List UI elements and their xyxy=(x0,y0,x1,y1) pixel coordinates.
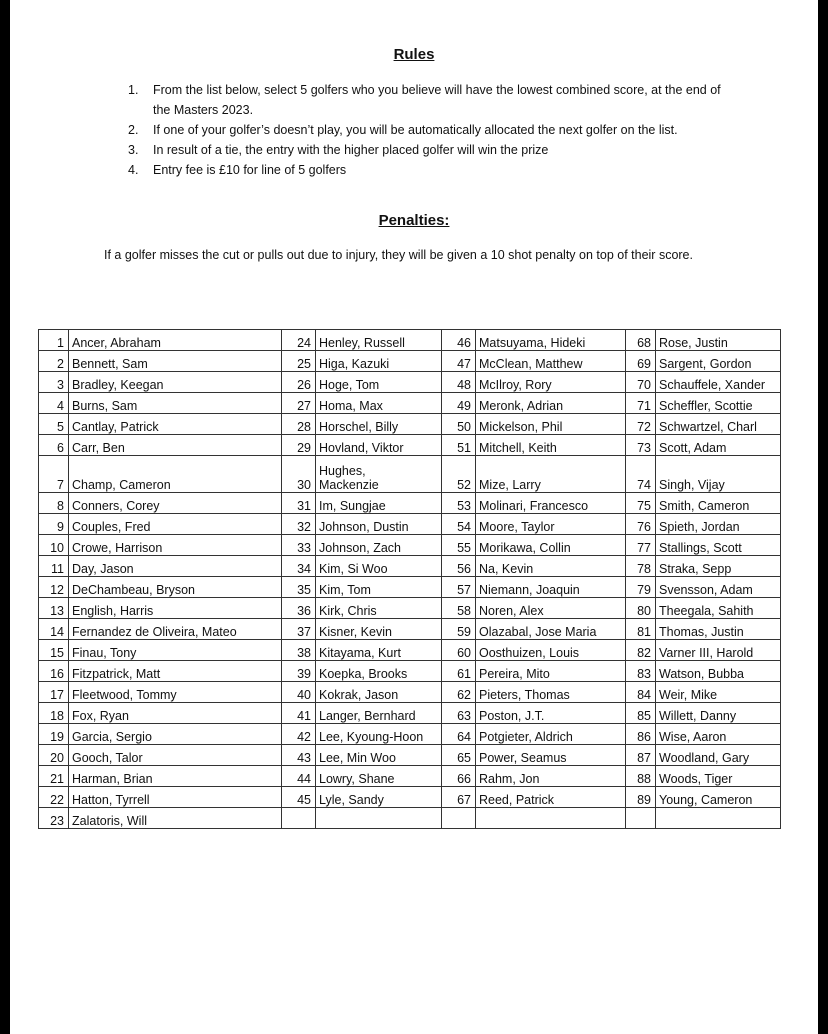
golfer-name: Woods, Tiger xyxy=(656,766,781,787)
golfer-name: Crowe, Harrison xyxy=(69,535,282,556)
golfer-name: Conners, Corey xyxy=(69,493,282,514)
golfer-number: 75 xyxy=(626,493,656,514)
golfer-name: Mickelson, Phil xyxy=(476,414,626,435)
golfer-name: Potgieter, Aldrich xyxy=(476,724,626,745)
golfer-name: Meronk, Adrian xyxy=(476,393,626,414)
golfer-number: 30 xyxy=(282,456,316,493)
golfer-name: Sargent, Gordon xyxy=(656,351,781,372)
golfer-name: Im, Sungjae xyxy=(316,493,442,514)
golfer-name: Hatton, Tyrrell xyxy=(69,787,282,808)
table-row xyxy=(39,808,781,829)
golfer-table xyxy=(38,329,781,829)
golfer-number: 82 xyxy=(626,640,656,661)
golfer-number xyxy=(282,808,316,829)
golfer-name: Straka, Sepp xyxy=(656,556,781,577)
golfer-number: 44 xyxy=(282,766,316,787)
table-row xyxy=(39,393,781,414)
golfer-number: 24 xyxy=(282,330,316,351)
golfer-name: Watson, Bubba xyxy=(656,661,781,682)
golfer-number: 36 xyxy=(282,598,316,619)
golfer-name xyxy=(476,808,626,829)
golfer-name: Moore, Taylor xyxy=(476,514,626,535)
golfer-name: Singh, Vijay xyxy=(656,456,781,493)
golfer-name: Burns, Sam xyxy=(69,393,282,414)
penalties-text: If a golfer misses the cut or pulls out due to injury, they will be given a 10 shot penalty on top of their score. xyxy=(104,248,693,262)
golfer-name: Homa, Max xyxy=(316,393,442,414)
golfer-number: 23 xyxy=(39,808,69,829)
golfer-number: 5 xyxy=(39,414,69,435)
rule-number: 1. xyxy=(128,83,139,97)
golfer-number: 29 xyxy=(282,435,316,456)
golfer-number: 18 xyxy=(39,703,69,724)
rules-heading: Rules xyxy=(393,46,435,63)
golfer-number: 17 xyxy=(39,682,69,703)
rule-number: 2. xyxy=(128,123,139,137)
golfer-number: 54 xyxy=(442,514,476,535)
golfer-number: 45 xyxy=(282,787,316,808)
table-row xyxy=(39,330,781,351)
golfer-number: 34 xyxy=(282,556,316,577)
table-row xyxy=(39,435,781,456)
document-page xyxy=(10,0,818,1034)
golfer-name: Reed, Patrick xyxy=(476,787,626,808)
golfer-name xyxy=(656,808,781,829)
golfer-number: 19 xyxy=(39,724,69,745)
golfer-name: Hughes, Mackenzie xyxy=(319,464,379,492)
golfer-name: Varner III, Harold xyxy=(656,640,781,661)
golfer-name: Langer, Bernhard xyxy=(316,703,442,724)
golfer-name: Rose, Justin xyxy=(656,330,781,351)
table-row xyxy=(39,493,781,514)
golfer-name: Hovland, Viktor xyxy=(316,435,442,456)
golfer-number: 88 xyxy=(626,766,656,787)
golfer-number: 21 xyxy=(39,766,69,787)
golfer-number: 33 xyxy=(282,535,316,556)
golfer-name: Bennett, Sam xyxy=(69,351,282,372)
golfer-name: Gooch, Talor xyxy=(69,745,282,766)
golfer-name: Kirk, Chris xyxy=(316,598,442,619)
golfer-number: 73 xyxy=(626,435,656,456)
golfer-name: Woodland, Gary xyxy=(656,745,781,766)
golfer-number: 66 xyxy=(442,766,476,787)
golfer-number: 51 xyxy=(442,435,476,456)
golfer-number: 46 xyxy=(442,330,476,351)
table-row xyxy=(39,535,781,556)
golfer-name: Koepka, Brooks xyxy=(316,661,442,682)
golfer-number: 20 xyxy=(39,745,69,766)
golfer-number: 77 xyxy=(626,535,656,556)
golfer-number: 79 xyxy=(626,577,656,598)
golfer-number: 32 xyxy=(282,514,316,535)
rule-text: From the list below, select 5 golfers who you believe will have the lowest combined score, at the end of the Masters 2023. xyxy=(153,83,721,117)
golfer-number: 9 xyxy=(39,514,69,535)
golfer-number: 16 xyxy=(39,661,69,682)
golfer-name: DeChambeau, Bryson xyxy=(69,577,282,598)
golfer-number: 25 xyxy=(282,351,316,372)
golfer-name: Kokrak, Jason xyxy=(316,682,442,703)
table-row xyxy=(39,682,781,703)
golfer-name: Weir, Mike xyxy=(656,682,781,703)
golfer-name: McClean, Matthew xyxy=(476,351,626,372)
golfer-name: Scheffler, Scottie xyxy=(656,393,781,414)
rule-item xyxy=(128,120,728,140)
golfer-name: Ancer, Abraham xyxy=(69,330,282,351)
golfer-name: Niemann, Joaquin xyxy=(476,577,626,598)
golfer-number: 56 xyxy=(442,556,476,577)
golfer-name: Mize, Larry xyxy=(476,456,626,493)
rule-number: 4. xyxy=(128,163,139,177)
rule-item xyxy=(128,140,728,160)
rule-text: In result of a tie, the entry with the higher placed golfer will win the prize xyxy=(153,143,549,157)
golfer-number: 10 xyxy=(39,535,69,556)
golfer-name: Lyle, Sandy xyxy=(316,787,442,808)
golfer-name: Olazabal, Jose Maria xyxy=(476,619,626,640)
golfer-number: 68 xyxy=(626,330,656,351)
golfer-number: 27 xyxy=(282,393,316,414)
golfer-name: Spieth, Jordan xyxy=(656,514,781,535)
golfer-name: Scott, Adam xyxy=(656,435,781,456)
table-row xyxy=(39,351,781,372)
golfer-number: 71 xyxy=(626,393,656,414)
golfer-name: English, Harris xyxy=(69,598,282,619)
golfer-number: 50 xyxy=(442,414,476,435)
golfer-number: 78 xyxy=(626,556,656,577)
golfer-number: 70 xyxy=(626,372,656,393)
golfer-name: Kisner, Kevin xyxy=(316,619,442,640)
golfer-name: Kitayama, Kurt xyxy=(316,640,442,661)
golfer-name: Zalatoris, Will xyxy=(69,808,282,829)
golfer-name: Mitchell, Keith xyxy=(476,435,626,456)
golfer-name: Pereira, Mito xyxy=(476,661,626,682)
golfer-name: Fitzpatrick, Matt xyxy=(69,661,282,682)
golfer-name: Morikawa, Collin xyxy=(476,535,626,556)
rule-text: Entry fee is £10 for line of 5 golfers xyxy=(153,163,347,177)
golfer-name: Finau, Tony xyxy=(69,640,282,661)
table-row xyxy=(39,703,781,724)
golfer-number: 57 xyxy=(442,577,476,598)
golfer-number: 55 xyxy=(442,535,476,556)
golfer-name-cell xyxy=(316,456,442,493)
golfer-number: 41 xyxy=(282,703,316,724)
golfer-name: Kim, Si Woo xyxy=(316,556,442,577)
golfer-number: 6 xyxy=(39,435,69,456)
golfer-number: 3 xyxy=(39,372,69,393)
table-row xyxy=(39,598,781,619)
golfer-number: 62 xyxy=(442,682,476,703)
golfer-number: 15 xyxy=(39,640,69,661)
golfer-number: 67 xyxy=(442,787,476,808)
golfer-number: 85 xyxy=(626,703,656,724)
golfer-number: 35 xyxy=(282,577,316,598)
golfer-name: Champ, Cameron xyxy=(69,456,282,493)
golfer-name: Lowry, Shane xyxy=(316,766,442,787)
golfer-name: Pieters, Thomas xyxy=(476,682,626,703)
golfer-number: 65 xyxy=(442,745,476,766)
golfer-name: Na, Kevin xyxy=(476,556,626,577)
golfer-name: Rahm, Jon xyxy=(476,766,626,787)
golfer-number: 76 xyxy=(626,514,656,535)
golfer-name: Lee, Kyoung-Hoon xyxy=(316,724,442,745)
golfer-name: Matsuyama, Hideki xyxy=(476,330,626,351)
golfer-name: Molinari, Francesco xyxy=(476,493,626,514)
golfer-number: 26 xyxy=(282,372,316,393)
table-row xyxy=(39,724,781,745)
table-row xyxy=(39,577,781,598)
golfer-name: Young, Cameron xyxy=(656,787,781,808)
golfer-name: Hoge, Tom xyxy=(316,372,442,393)
golfer-number: 49 xyxy=(442,393,476,414)
golfer-number: 38 xyxy=(282,640,316,661)
golfer-number: 63 xyxy=(442,703,476,724)
golfer-number: 43 xyxy=(282,745,316,766)
golfer-number: 53 xyxy=(442,493,476,514)
golfer-name: Theegala, Sahith xyxy=(656,598,781,619)
golfer-name: Fernandez de Oliveira, Mateo xyxy=(69,619,282,640)
golfer-name: Carr, Ben xyxy=(69,435,282,456)
table-row xyxy=(39,372,781,393)
rule-text: If one of your golfer’s doesn’t play, you will be automatically allocated the next golfer on the list. xyxy=(153,123,678,137)
golfer-name: Fox, Ryan xyxy=(69,703,282,724)
rule-item xyxy=(128,80,728,120)
golfer-number: 61 xyxy=(442,661,476,682)
golfer-number: 89 xyxy=(626,787,656,808)
golfer-number: 72 xyxy=(626,414,656,435)
golfer-name: Bradley, Keegan xyxy=(69,372,282,393)
golfer-name: Power, Seamus xyxy=(476,745,626,766)
golfer-number: 2 xyxy=(39,351,69,372)
table-row xyxy=(39,766,781,787)
rule-number: 3. xyxy=(128,143,139,157)
golfer-name xyxy=(316,808,442,829)
golfer-number: 13 xyxy=(39,598,69,619)
golfer-number: 42 xyxy=(282,724,316,745)
golfer-number: 39 xyxy=(282,661,316,682)
golfer-number: 28 xyxy=(282,414,316,435)
golfer-number: 14 xyxy=(39,619,69,640)
golfer-number: 84 xyxy=(626,682,656,703)
table-row xyxy=(39,661,781,682)
golfer-number: 1 xyxy=(39,330,69,351)
golfer-number: 60 xyxy=(442,640,476,661)
golfer-name: Poston, J.T. xyxy=(476,703,626,724)
table-row xyxy=(39,619,781,640)
table-row xyxy=(39,787,781,808)
golfer-name: Horschel, Billy xyxy=(316,414,442,435)
golfer-name: Fleetwood, Tommy xyxy=(69,682,282,703)
golfer-number: 4 xyxy=(39,393,69,414)
golfer-name: Henley, Russell xyxy=(316,330,442,351)
golfer-number: 37 xyxy=(282,619,316,640)
golfer-number: 7 xyxy=(39,456,69,493)
golfer-number: 58 xyxy=(442,598,476,619)
golfer-name: Cantlay, Patrick xyxy=(69,414,282,435)
golfer-name: Couples, Fred xyxy=(69,514,282,535)
golfer-name: Johnson, Dustin xyxy=(316,514,442,535)
golfer-number: 59 xyxy=(442,619,476,640)
golfer-number: 12 xyxy=(39,577,69,598)
golfer-number: 40 xyxy=(282,682,316,703)
table-row xyxy=(39,745,781,766)
table-row xyxy=(39,456,781,493)
golfer-name: Garcia, Sergio xyxy=(69,724,282,745)
golfer-number: 80 xyxy=(626,598,656,619)
table-row xyxy=(39,640,781,661)
rules-list xyxy=(128,80,728,180)
golfer-name: Svensson, Adam xyxy=(656,577,781,598)
golfer-number: 52 xyxy=(442,456,476,493)
golfer-number: 81 xyxy=(626,619,656,640)
golfer-number: 22 xyxy=(39,787,69,808)
penalties-heading: Penalties: xyxy=(378,212,450,229)
golfer-name: Smith, Cameron xyxy=(656,493,781,514)
golfer-name: Higa, Kazuki xyxy=(316,351,442,372)
golfer-number: 31 xyxy=(282,493,316,514)
golfer-name: Lee, Min Woo xyxy=(316,745,442,766)
rule-item xyxy=(128,160,728,180)
golfer-number: 83 xyxy=(626,661,656,682)
golfer-number: 47 xyxy=(442,351,476,372)
golfer-number: 8 xyxy=(39,493,69,514)
golfer-name: Schwartzel, Charl xyxy=(656,414,781,435)
golfer-number xyxy=(626,808,656,829)
table-row xyxy=(39,514,781,535)
golfer-name: Oosthuizen, Louis xyxy=(476,640,626,661)
golfer-number: 64 xyxy=(442,724,476,745)
golfer-name: Schauffele, Xander xyxy=(656,372,781,393)
golfer-number: 69 xyxy=(626,351,656,372)
golfer-name: McIlroy, Rory xyxy=(476,372,626,393)
golfer-number: 86 xyxy=(626,724,656,745)
golfer-name: Thomas, Justin xyxy=(656,619,781,640)
golfer-name: Day, Jason xyxy=(69,556,282,577)
golfer-name: Kim, Tom xyxy=(316,577,442,598)
golfer-number: 11 xyxy=(39,556,69,577)
golfer-number xyxy=(442,808,476,829)
table-row xyxy=(39,414,781,435)
table-row xyxy=(39,556,781,577)
golfer-name: Noren, Alex xyxy=(476,598,626,619)
golfer-name: Harman, Brian xyxy=(69,766,282,787)
golfer-number: 74 xyxy=(626,456,656,493)
golfer-number: 87 xyxy=(626,745,656,766)
golfer-name: Johnson, Zach xyxy=(316,535,442,556)
golfer-name: Willett, Danny xyxy=(656,703,781,724)
golfer-name: Stallings, Scott xyxy=(656,535,781,556)
golfer-number: 48 xyxy=(442,372,476,393)
golfer-name: Wise, Aaron xyxy=(656,724,781,745)
